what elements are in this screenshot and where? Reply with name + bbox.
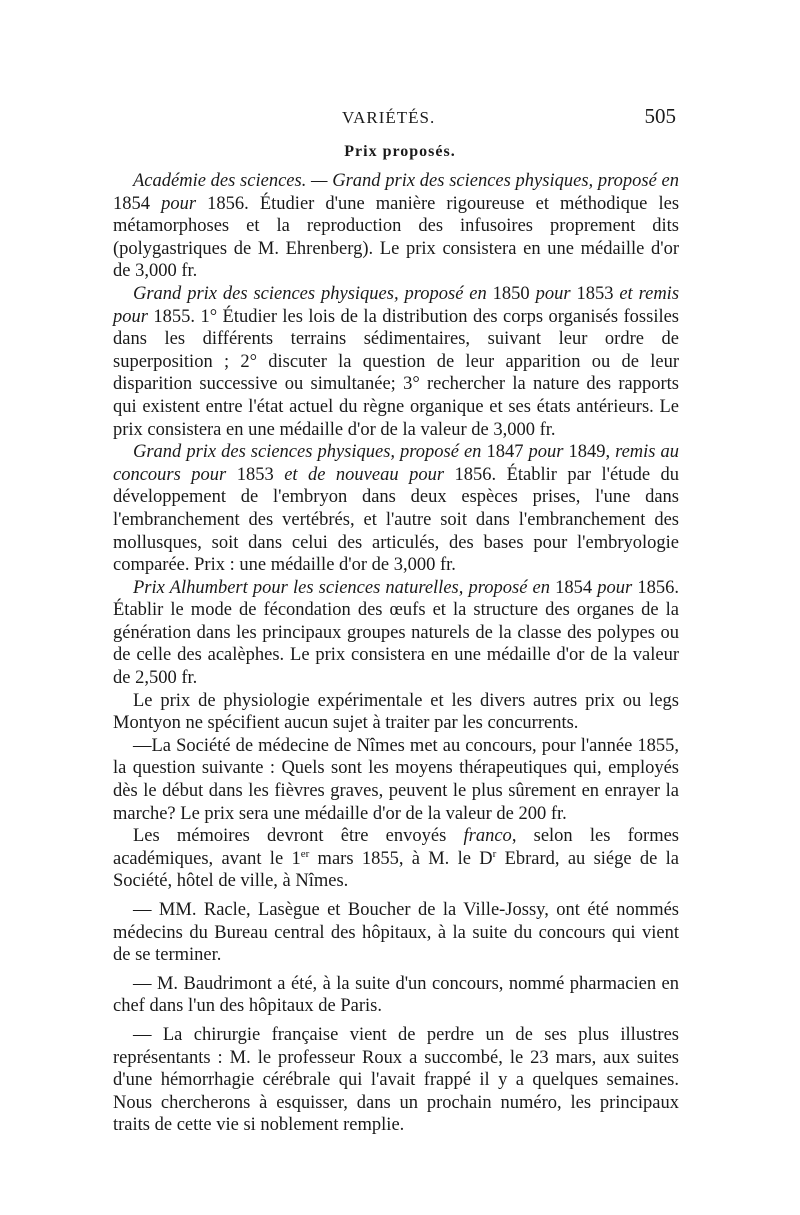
section-title: Prix proposés. (344, 143, 456, 160)
prize-description: Établir le mode de fécondation des œufs et la structure des organes de la génération dans les principaux groupes naturels de la classe des polypes ou de celle des acalèphes. Le prix consistera en une médaille d'or de la valeur de 2,500 fr. (113, 600, 679, 689)
paragraph-baudrimont: — M. Baudrimont a été, à la suite d'un concours, nommé pharmacien en chef dans l'un des hôpitaux de Paris. (113, 973, 679, 1017)
paragraph-roux: — La chirurgie française vient de perdre un de ses plus illustres représentants : M. le professeur Roux a succombé, le 23 mars, aux suites d'une hémorrhagie cérébrale qui l'avait frappé il y a quelques semaines. Nous chercherons à esquisser, dans un prochain numéro, les principaux traits de cette vie si noblement remplie. (113, 1024, 679, 1136)
paragraph-academie: Académie des sciences. — Grand prix des sciences physiques, proposé en 1854 pour 1856. Étudier d'une manière rigoureuse et méthodique les métamorphoses et la reproduction des infusoires proprement dits (polygastriques de M. Ehrenberg). Le prix consistera en une médaille d'or de 3,000 fr. (113, 171, 680, 282)
paragraph-memoires: Les mémoires devront être envoyés franco, selon les formes académiques, avant le 1er mars 1855, à M. le $D^r$ Ebrard, au siége de la Société, hôtel de ville, à Nîmes. (113, 826, 680, 892)
prize-description: 1° Étudier les lois de la distribution des corps organisés fossiles dans les différents terrains sédimentaires, suivant leur ordre de superposition ; 2° discuter la question de leur apparition ou de leur disparition successive ou simultanée; 3° rechercher la nature des rapports qui existent entre l'état actuel du règne organique et ses états antérieurs. Le prix consistera en une médaille d'or de la valeur de 3,000 fr. (113, 306, 680, 440)
paragraph-montyon: Le prix de physiologie expérimentale et les divers autres prix ou legs Montyon ne spécifient aucun sujet à traiter par les concurrents. (113, 690, 679, 734)
prize-description: Établir par l'étude du développement de l'embryon dans deux espèces prises, l'une dans l'embranchement des vertébrés, et l'autre soit dans l'embranchement des mollusques, soit dans celui des articulés, des bases pour l'embryologie comparée. Prix : une médaille d'or de 3,000 fr. (113, 464, 679, 576)
page-header (118, 104, 676, 134)
prize-heading: Prix Alhumbert pour les sciences naturelles, proposé en (133, 577, 551, 598)
prize-heading: Grand prix des sciences physiques, proposé en (133, 442, 482, 463)
prize-heading: Académie des sciences. — Grand prix des sciences physiques, proposé en (133, 171, 679, 191)
paragraph-nominations: — MM. Racle, Lasègue et Boucher de la Ville-Jossy, ont été nommés médecins du Bureau central des hôpitaux, à la suite du concours qui vient de se terminer. (113, 900, 679, 966)
paragraph-grand-prix-1847: Grand prix des sciences physiques, proposé en 1847 pour 1849, remis au concours pour 1853 et de nouveau pour 1856. Établir par l'étude du développement de l'embryon dans deux espèces prises, l'une dans l'embranchement des vertébrés, et l'autre soit dans l'embranchement des mollusques, soit dans celui des articulés, des bases pour l'embryologie comparée. Prix : une médaille d'or de 3,000 fr. (113, 442, 680, 576)
paragraph-grand-prix-1850: Grand prix des sciences physiques, proposé en 1850 pour 1853 et remis pour 1855. 1° Étudier les lois de la distribution des corps organisés fossiles dans les différents terrains sédimentaires, suivant leur ordre de superposition ; 2° discuter la question de leur apparition ou de leur disparition successive ou simultanée; 3° rechercher la nature des rapports qui existent entre l'état actuel du règne organique et ses états antérieurs. Le prix consistera en une médaille d'or de la valeur de 3,000 fr. (113, 283, 680, 440)
page-number: 505 (644, 104, 676, 128)
prize-heading: Grand prix des sciences physiques, proposé en (133, 283, 487, 304)
prize-description: Étudier d'une manière rigoureuse et méthodique les métamorphoses et la reproduction des infusoires proprement dits (polygastriques de M. Ehrenberg). Le prix consistera en une médaille d'or de 3,000 fr. (113, 193, 680, 282)
article-body (113, 170, 679, 1137)
running-head: VARIÉTÉS. (342, 108, 436, 127)
paragraph-societe-nimes: —La Société de médecine de Nîmes met au concours, pour l'année 1855, la question suivante : Quels sont les moyens thérapeutiques qui, employés dès le début dans les fièvres graves, peuvent le plus sûrement en enrayer la marche? Le prix sera une médaille d'or de la valeur de 200 fr. (113, 735, 679, 824)
paragraph-prix-alhumbert: Prix Alhumbert pour les sciences naturelles, proposé en 1854 pour 1856. Établir le mode de fécondation des œufs et la structure des organes de la génération dans les principaux groupes naturels de la classe des polypes ou de celle des acalèphes. Le prix consistera en une médaille d'or de la valeur de 2,500 fr. (113, 577, 680, 689)
